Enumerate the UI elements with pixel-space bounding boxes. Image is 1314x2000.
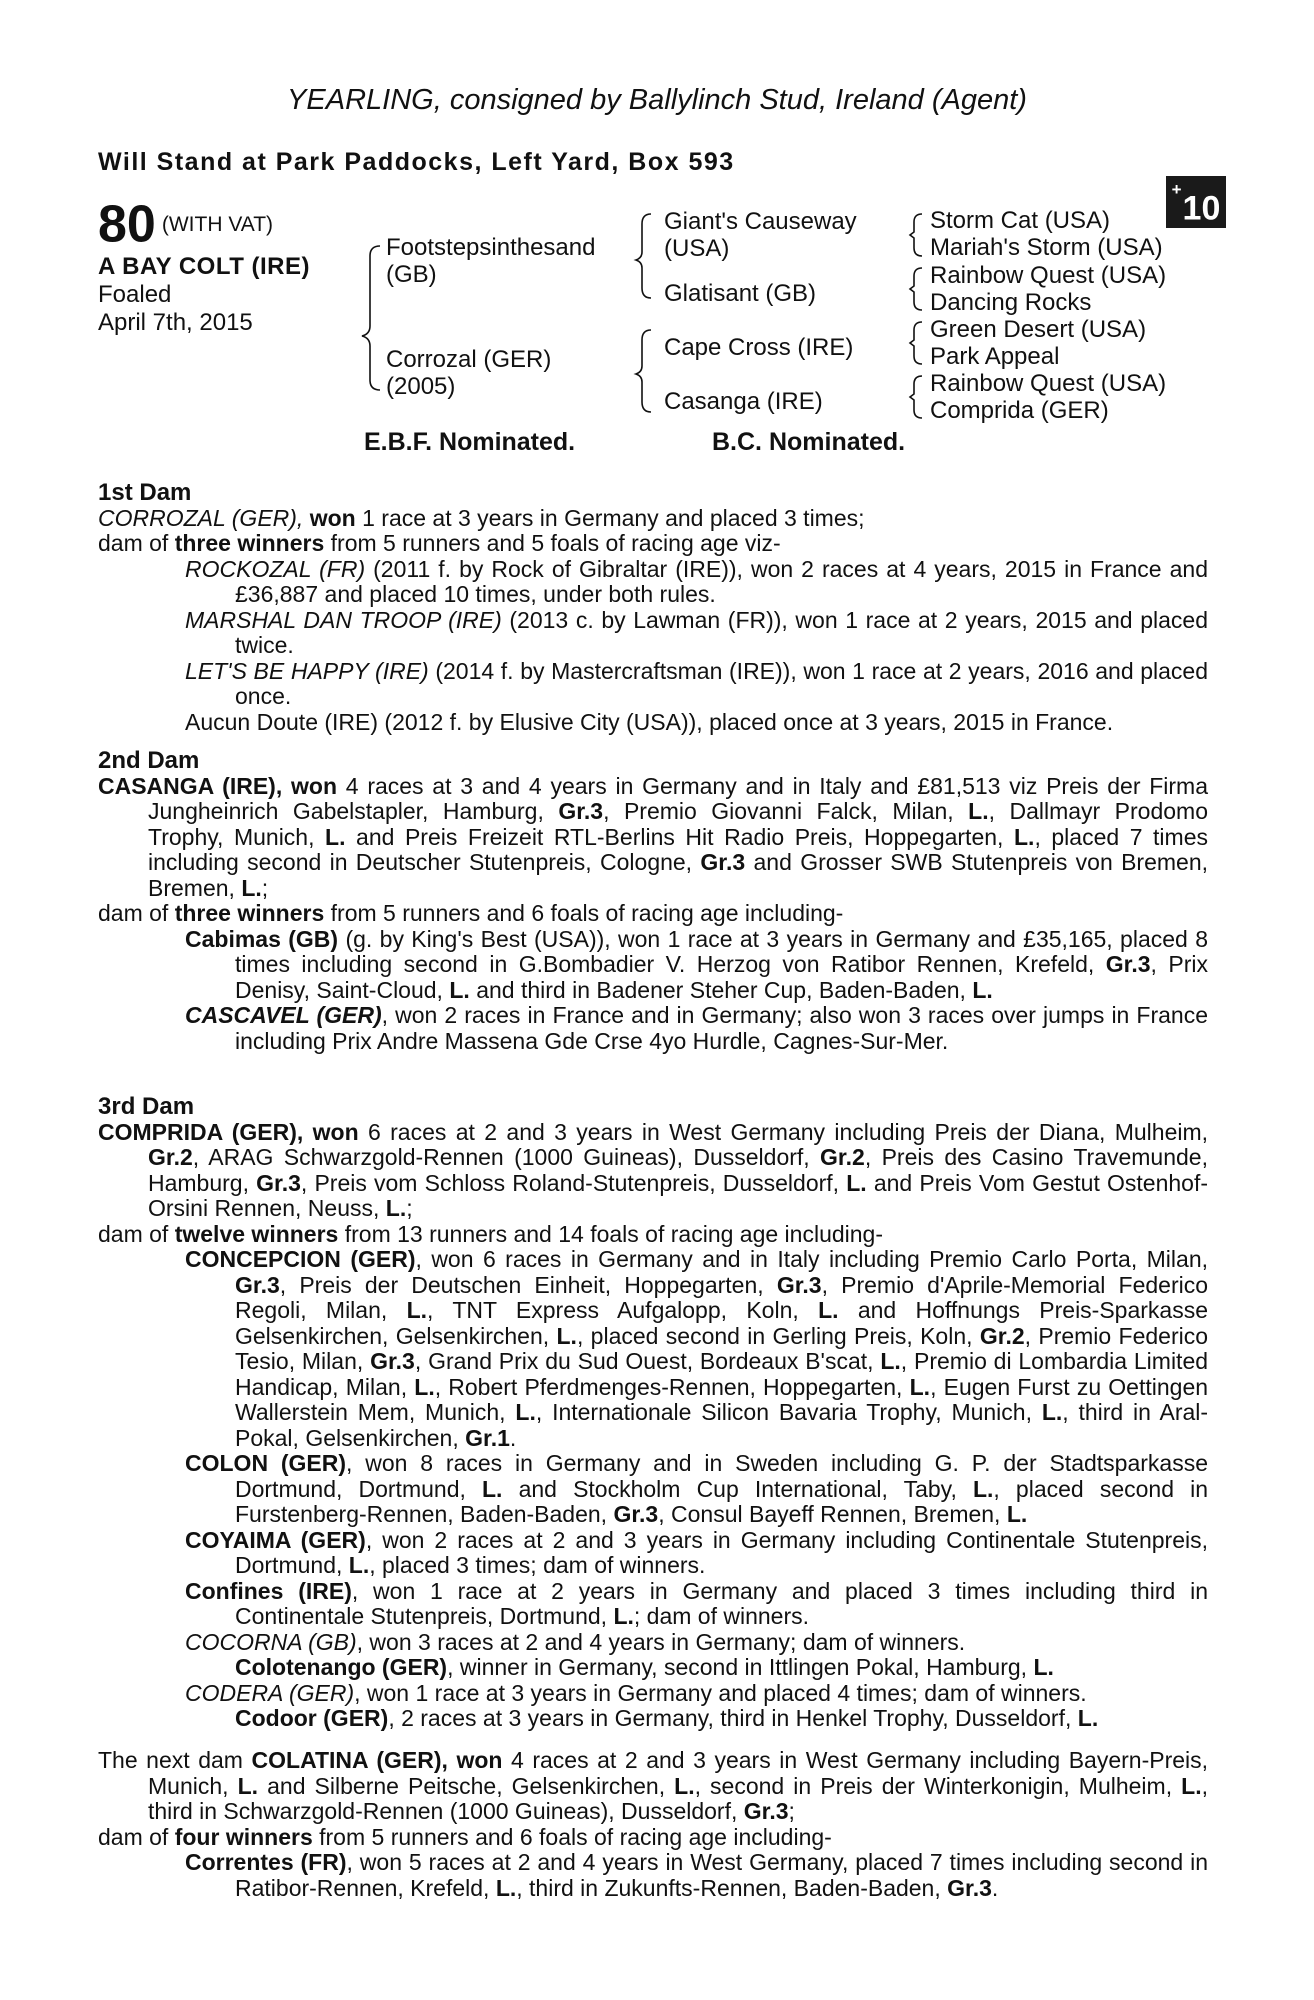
first-dam-line: [98, 506, 1208, 532]
grade: Gr.3: [235, 1271, 280, 1298]
next-dam-label: The next dam: [98, 1747, 243, 1773]
won-label: won: [456, 1747, 503, 1773]
dam-of-line: [98, 531, 1208, 557]
t: , won 5 races at 2 and 4 years in West Germany, placed 7 times including second in Ratibor-Rennen, Krefeld,: [235, 1849, 1208, 1901]
sire-name: [386, 234, 595, 288]
foaled-date: April 7th, 2015: [98, 308, 253, 336]
progeny-lets-be-happy: [98, 659, 1208, 710]
stand-location: Will Stand at Park Paddocks, Left Yard, Box 593: [98, 148, 735, 176]
progeny-name: CASCAVEL (GER): [185, 1002, 382, 1028]
t: 4 races at 2 and 3 years in West Germany including Bayern-Preis, Munich,: [148, 1747, 1209, 1799]
runners-info: from 5 runners and 6 foals of racing age including-: [330, 900, 844, 926]
grade: L.: [613, 1603, 634, 1629]
second-dam-section: [98, 748, 1208, 1054]
dam-sire: Cape Cross (IRE): [664, 334, 854, 361]
t: , Preis des Casino Travemunde, Hamburg,: [148, 1144, 1208, 1196]
grade: L.: [325, 823, 346, 850]
progeny-name: Colotenango (GER): [235, 1654, 448, 1680]
colatina-record: [98, 1748, 1208, 1825]
progeny-codoor: [98, 1706, 1208, 1732]
lot-number: 80: [98, 195, 156, 254]
runners-info: from 13 runners and 14 foals of racing age including-: [344, 1220, 883, 1247]
gg-4: Dancing Rocks: [930, 289, 1092, 316]
grade: L.: [556, 1322, 577, 1349]
next-dam-section: [98, 1748, 1208, 1901]
third-dam-title: 3rd Dam: [98, 1093, 195, 1120]
grade: L.: [846, 1169, 867, 1196]
t: , winner in Germany, second in Ittlingen Pokal, Hamburg,: [447, 1654, 1028, 1680]
third-dam-section: [98, 1094, 1208, 1732]
grade: Gr.3: [558, 798, 604, 824]
sire-line-1: Footstepsinthesand: [386, 234, 596, 261]
casanga-record: [98, 774, 1208, 902]
progeny-coyaima: [98, 1528, 1208, 1579]
winners-count: twelve winners: [174, 1220, 339, 1247]
progeny-aucun-doute: Aucun Doute (IRE) (2012 f. by Elusive City (USA)), placed once at 3 years, 2015 in France.: [185, 708, 1114, 735]
grade: L.: [482, 1475, 503, 1502]
ss-line-2: (USA): [664, 235, 730, 262]
progeny-confines: [98, 1579, 1208, 1630]
badge-plus: +: [1171, 180, 1182, 199]
t: , Robert Pferdmenges-Rennen, Hoppegarten,: [434, 1373, 903, 1400]
progeny-name: Codoor (GER): [235, 1705, 389, 1731]
t: , TNT Express Aufgalopp, Koln,: [427, 1297, 799, 1323]
vat-label: (WITH VAT): [161, 212, 274, 236]
t: , Prix Denisy, Saint-Cloud,: [235, 951, 1209, 1003]
progeny-name: ROCKOZAL (FR): [185, 555, 366, 582]
t: , third in Aral-Pokal, Gelsenkirchen,: [235, 1399, 1209, 1451]
grade: Gr.1: [465, 1424, 510, 1451]
sire-line-2: (GB): [386, 261, 437, 288]
horse-name: A BAY COLT (IRE): [98, 252, 311, 280]
grade: L.: [1033, 1654, 1054, 1680]
ss-line-1: Giant's Causeway: [664, 208, 857, 235]
brace-g2: [910, 268, 922, 310]
runners-info: from 5 runners and 5 foals of racing age viz-: [330, 530, 781, 556]
t: 6 races at 2 and 3 years in West Germany including Preis der Diana, Mulheim,: [368, 1118, 1209, 1145]
grade: Gr.2: [148, 1144, 193, 1170]
grade: L.: [909, 1373, 931, 1400]
progeny-rockozal: [98, 557, 1208, 608]
gg-5: Green Desert (USA): [930, 316, 1147, 343]
t: and Grosser SWB Stutenpreis von Bremen, Bremen,: [148, 849, 1209, 901]
bc-nominated: B.C. Nominated.: [712, 428, 906, 456]
progeny-correntes: [98, 1850, 1208, 1901]
second-dam-title: 2nd Dam: [98, 747, 200, 774]
t: , Consul Bayeff Rennen, Bremen,: [658, 1501, 1001, 1527]
brace-dam: [636, 330, 651, 412]
grade: Gr.3: [700, 849, 746, 875]
progeny-name: Correntes (FR): [185, 1849, 347, 1875]
t: , won 1 race at 2 years in Germany and placed 3 times including third in Continentale Stutenpreis, Dortmund,: [235, 1577, 1208, 1629]
t: , Premio Giovanni Falck, Milan,: [603, 798, 954, 824]
sire-sire: [664, 208, 857, 262]
dam-name: [386, 346, 551, 400]
t: , won 2 races in France and in Germany; also won 3 races over jumps in France including Prix Andre Massena Gde Crse 4yo Hurdle, Cagnes-Sur-Mer.: [235, 1002, 1208, 1054]
grade: Gr.3: [947, 1874, 992, 1901]
brace-sire: [636, 214, 651, 298]
t: , ARAG Schwarzgold-Rennen (1000 Guineas), Dusseldorf,: [192, 1144, 810, 1170]
sire-dam: Glatisant (GB): [664, 280, 817, 307]
grade: L.: [1181, 1772, 1202, 1799]
dam-dam: Casanga (IRE): [664, 388, 823, 415]
race-record: 1 race at 3 years in Germany and placed 3 times;: [362, 504, 865, 531]
dam-name-colatina: COLATINA (GER),: [251, 1747, 448, 1773]
progeny-colon: [98, 1451, 1208, 1528]
t: , Premio Federico Tesio, Milan,: [235, 1322, 1209, 1374]
t: and third in Badener Steher Cup, Baden-Baden,: [476, 976, 966, 1003]
grade: L.: [495, 1874, 517, 1901]
grade: L.: [385, 1195, 407, 1221]
grade: L.: [972, 976, 993, 1003]
progeny-cocorna: [98, 1630, 1208, 1656]
progeny-record: (2014 f. by Mastercraftsman (IRE)), won 1 race at 2 years, 2016 and placed once.: [235, 657, 1209, 709]
t: and Stockholm Cup International, Taby,: [518, 1475, 957, 1502]
runners-info: from 5 runners and 6 foals of racing age including-: [319, 1823, 832, 1850]
badge-number: 10: [1182, 189, 1221, 228]
gg-8: Comprida (GER): [930, 397, 1109, 424]
t: , Grand Prix du Sud Ouest, Bordeaux B'scat,: [414, 1348, 874, 1374]
grade: L.: [515, 1399, 536, 1425]
grade: L.: [674, 1772, 695, 1799]
comprida-record: [98, 1120, 1208, 1222]
first-dam-title: 1st Dam: [98, 479, 192, 506]
gg-2: Mariah's Storm (USA): [930, 234, 1163, 261]
dam-of: dam of: [98, 530, 169, 556]
grade: L.: [1006, 1501, 1028, 1527]
progeny-name: LET'S BE HAPPY (IRE): [185, 657, 429, 684]
t: , third in Schwarzgold-Rennen (1000 Guineas), Dusseldorf,: [148, 1772, 1208, 1824]
progeny-name: CONCEPCION (GER): [185, 1246, 416, 1272]
first-dam-section: [98, 480, 1208, 735]
winners-count: three winners: [174, 530, 325, 556]
page-header: YEARLING, consigned by Ballylinch Stud, Ireland (Agent): [287, 84, 1027, 116]
progeny-name: Confines (IRE): [185, 1577, 352, 1604]
progeny-codera: [98, 1681, 1208, 1707]
t: , Internationale Silicon Bavaria Trophy, Munich,: [535, 1399, 1032, 1425]
brace-g1: [910, 214, 922, 256]
grade: L.: [1077, 1705, 1099, 1731]
grade: Gr.3: [743, 1798, 789, 1824]
progeny-record: (2011 f. by Rock of Gibraltar (IRE)), won 2 races at 4 years, 2015 in France and £36,887 and placed 10 times, under both rules.: [235, 555, 1208, 607]
progeny-name: COCORNA (GB): [185, 1628, 357, 1655]
dam-name-casanga: CASANGA (IRE),: [98, 772, 283, 799]
progeny-name: MARSHAL DAN TROOP (IRE): [185, 606, 502, 633]
grade: L.: [241, 874, 262, 901]
t: 4 races at 3 and 4 years in Germany and in Italy and £81,513 viz Preis der Firma Jungheinrich Gabelstapler, Hamburg,: [148, 772, 1209, 824]
winners-count: three winners: [174, 900, 325, 926]
t: , won 8 races in Germany and in Sweden including G. P. der Stadtsparkasse Dortmund, Dortmund,: [235, 1450, 1208, 1502]
t: and Preis Vom Gestut Ostenhof-Orsini Rennen, Neuss,: [148, 1169, 1208, 1221]
t: and Hoffnungs Preis-Sparkasse Gelsenkirchen, Gelsenkirchen,: [235, 1297, 1208, 1349]
progeny-name: COLON (GER): [185, 1450, 347, 1476]
t: , Preis vom Schloss Roland-Stutenpreis, Dusseldorf,: [300, 1169, 840, 1196]
brace-g4: [910, 376, 922, 418]
grade: L.: [818, 1297, 839, 1323]
t: ;: [261, 874, 269, 901]
grade: L.: [414, 1373, 435, 1400]
dam-name-corrozal: CORROZAL (GER),: [98, 504, 304, 531]
t: , placed 7 times including second in Deutscher Stutenpreis, Cologne,: [148, 823, 1208, 875]
dam-of-line: [98, 1825, 1208, 1851]
dam-of: dam of: [98, 1823, 169, 1850]
dam-line-2: (2005): [386, 373, 456, 400]
progeny-name: COYAIMA (GER): [185, 1526, 366, 1553]
progeny-name: Cabimas (GB): [185, 925, 339, 952]
t: , won 3 races at 2 and 4 years in Germany; dam of winners.: [356, 1628, 966, 1655]
dam-of: dam of: [98, 900, 169, 926]
grade: L.: [237, 1772, 259, 1799]
t: , Premio di Lombardia Limited Handicap, Milan,: [235, 1348, 1209, 1400]
progeny-cascavel: [98, 1003, 1208, 1054]
t: , 2 races at 3 years in Germany, third in Henkel Trophy, Dusseldorf,: [388, 1705, 1072, 1731]
grade: Gr.3: [370, 1348, 415, 1374]
grade: L.: [406, 1297, 428, 1323]
progeny-cabimas: [98, 927, 1208, 1004]
t: and Silberne Peitsche, Gelsenkirchen,: [267, 1772, 666, 1799]
t: ;: [788, 1798, 795, 1824]
brace-main: [362, 246, 380, 390]
grade: L.: [449, 976, 470, 1003]
grade: L.: [968, 798, 989, 824]
foaled-label: Foaled: [98, 280, 172, 308]
gg-6: Park Appeal: [930, 343, 1060, 370]
ebf-nominated: E.B.F. Nominated.: [364, 428, 576, 456]
dam-line-1: Corrozal (GER): [386, 346, 552, 373]
progeny-marshal: [98, 608, 1208, 659]
gg-3: Rainbow Quest (USA): [930, 262, 1167, 289]
grade: L.: [1041, 1399, 1063, 1425]
grade: Gr.2: [820, 1144, 865, 1170]
grade: Gr.3: [776, 1271, 822, 1298]
t: .: [991, 1874, 999, 1901]
won-label: won: [309, 504, 356, 531]
progeny-record: (2013 c. by Lawman (FR)), won 1 race at 2 years, 2015 and placed twice.: [235, 606, 1208, 658]
gg-7: Rainbow Quest (USA): [930, 370, 1167, 397]
t: , Dallmayr Prodomo Trophy, Munich,: [148, 798, 1208, 850]
t: , Eugen Furst zu Oettingen Wallerstein Mem, Munich,: [235, 1373, 1209, 1425]
t: ;: [406, 1195, 413, 1221]
t: , third in Zukunfts-Rennen, Baden-Baden,: [516, 1874, 941, 1901]
grade: Gr.3: [256, 1169, 301, 1196]
dam-of-line: [98, 901, 1208, 927]
dam-of: dam of: [98, 1220, 169, 1247]
t: (g. by King's Best (USA)), won 1 race at 3 years in Germany and £35,165, placed 8 times including second in G.Bombadier V. Herzog von Ratibor Rennen, Krefeld,: [235, 925, 1208, 977]
grade: L.: [1013, 823, 1035, 850]
grade: Gr.3: [1105, 951, 1151, 977]
t: , Preis der Deutschen Einheit, Hoppegarten,: [279, 1271, 764, 1298]
brace-g3: [910, 322, 922, 364]
dam-of-line: [98, 1222, 1208, 1248]
t: , placed second in Furstenberg-Rennen, Baden-Baden,: [235, 1475, 1209, 1527]
grade: Gr.2: [979, 1322, 1025, 1349]
t: and Preis Freizeit RTL-Berlins Hit Radio Preis, Hoppegarten,: [356, 823, 1004, 850]
t: , Premio d'Aprile-Memorial Federico Regoli, Milan,: [235, 1271, 1209, 1323]
grade: Gr.3: [613, 1501, 659, 1527]
winners-count: four winners: [174, 1823, 313, 1850]
progeny-concepcion: [98, 1247, 1208, 1451]
progeny-name: CODERA (GER): [185, 1679, 355, 1706]
grade: L.: [348, 1552, 370, 1578]
t: , won 6 races in Germany and in Italy including Premio Carlo Porta, Milan,: [415, 1246, 1208, 1272]
t: ; dam of winners.: [633, 1603, 810, 1629]
t: , won 2 races at 2 and 3 years in Germany including Continentale Stutenpreis, Dortmund,: [235, 1526, 1208, 1578]
won-label: won: [312, 1118, 359, 1145]
grade: L.: [880, 1348, 901, 1374]
dam-name-comprida: COMPRIDA (GER),: [98, 1118, 304, 1145]
t: .: [509, 1424, 517, 1451]
t: , second in Preis der Winterkonigin, Mulheim,: [694, 1772, 1173, 1799]
progeny-colotenango: [98, 1655, 1208, 1681]
won-label: won: [291, 772, 337, 799]
gg-1: Storm Cat (USA): [930, 207, 1111, 234]
grade: L.: [972, 1475, 994, 1502]
t: , placed second in Gerling Preis, Koln,: [576, 1322, 973, 1349]
t: , placed 3 times; dam of winners.: [369, 1552, 706, 1578]
t: , won 1 race at 3 years in Germany and placed 4 times; dam of winners.: [354, 1679, 1087, 1706]
